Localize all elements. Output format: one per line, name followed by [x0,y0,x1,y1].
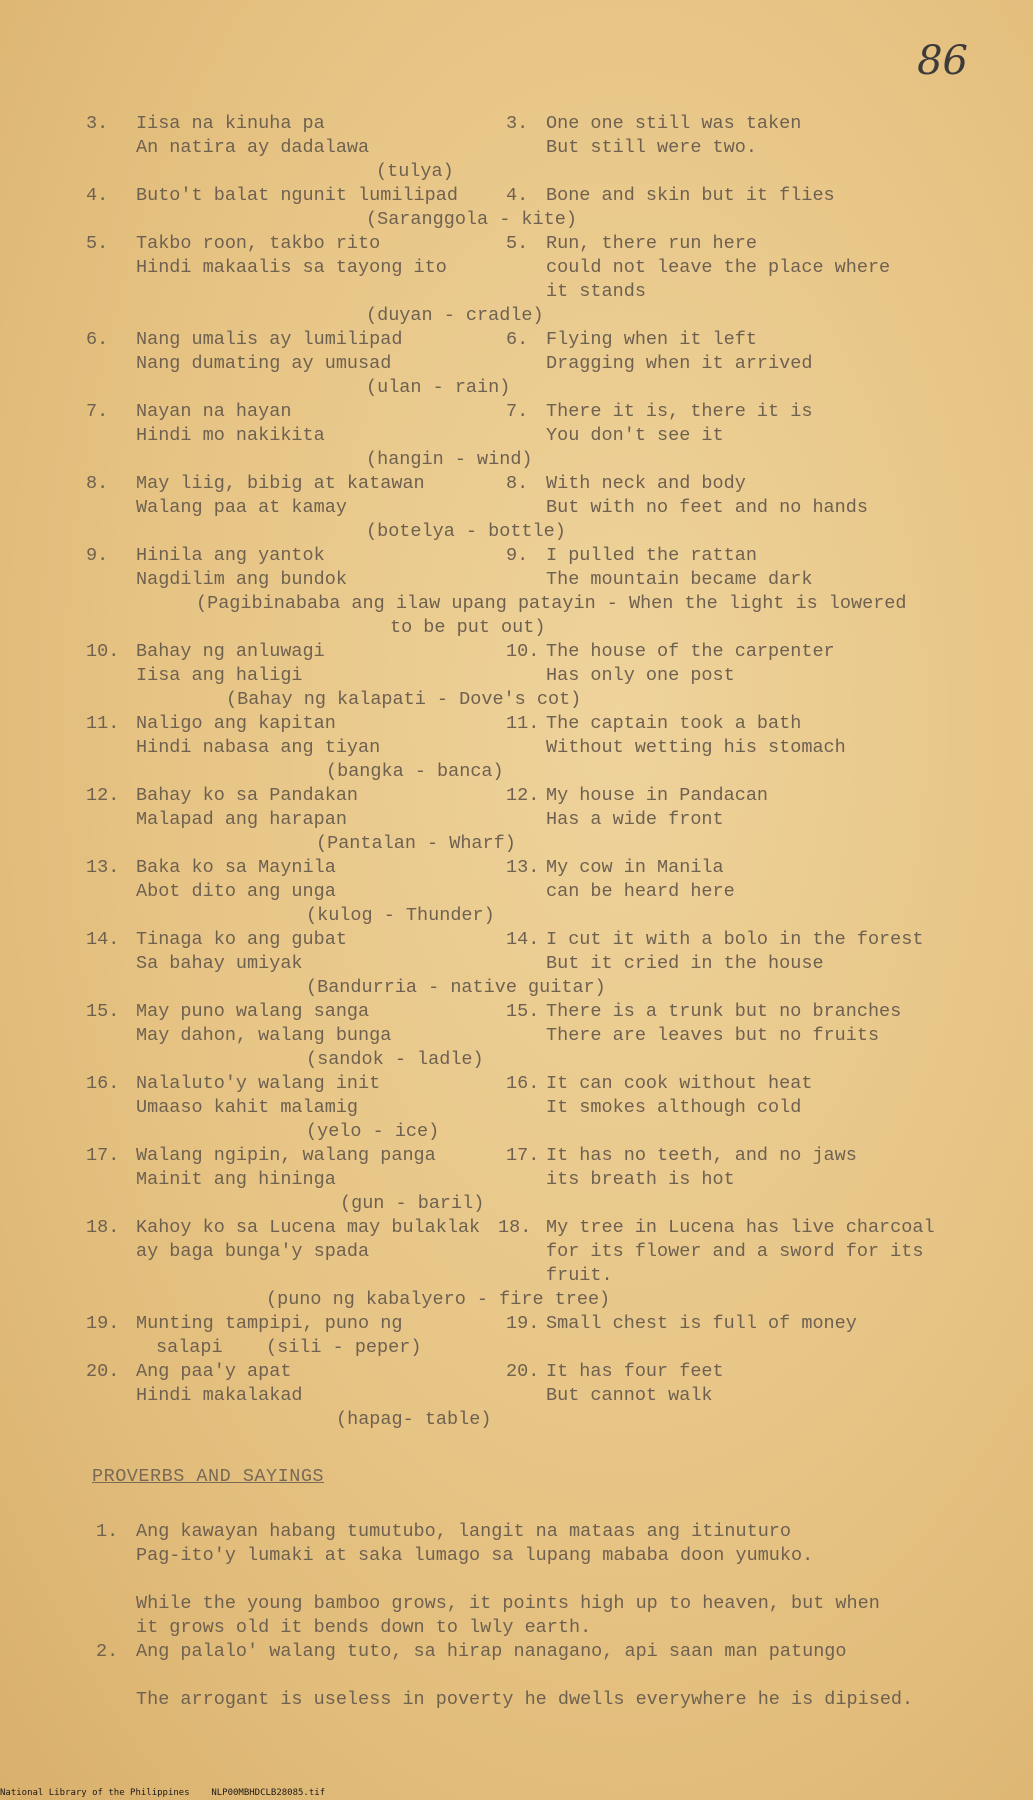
riddle-english: But with no feet and no hands [546,497,868,518]
riddle-15-line-1 [0,1000,1033,1024]
riddle-english: could not leave the place where [546,257,891,278]
riddle-english: There are leaves but no fruits [546,1025,880,1046]
riddle-tagalog: Hindi makalakad [136,1385,303,1406]
riddle-english: There is a trunk but no branches [546,1001,902,1022]
riddle-12-answer [0,832,1033,856]
riddle-number-en: 3. [506,113,529,134]
riddle-answer: (bangka - banca) [326,761,504,782]
riddle-tagalog: Iisa na kinuha pa [136,113,325,134]
riddle-number: 3. [86,113,109,134]
riddle-answer: (tulya) [376,161,454,182]
riddle-tagalog: Baka ko sa Maynila [136,857,336,878]
riddle-8-line-1 [0,472,1033,496]
riddle-4-line-1 [0,184,1033,208]
riddle-number: 12. [86,785,120,806]
riddle-number: 11. [86,713,120,734]
riddle-english: There it is, there it is [546,401,813,422]
riddle-number-en: 4. [506,185,529,206]
proverb-number: 1. [96,1521,119,1542]
riddle-number: 6. [86,329,109,350]
proverb-1-tagalog-2 [0,1544,1033,1568]
riddle-tagalog: Abot dito ang unga [136,881,336,902]
riddle-answer: (hangin - wind) [366,449,533,470]
riddle-english: You don't see it [546,425,724,446]
riddle-9-answer-cont [0,616,1033,640]
riddle-16-line-1 [0,1072,1033,1096]
riddle-english: its breath is hot [546,1169,735,1190]
riddle-8-answer [0,520,1033,544]
riddle-tagalog: Nayan na hayan [136,401,292,422]
riddle-answer: (duyan - cradle) [366,305,544,326]
riddle-answer: (Bahay ng kalapati - Dove's cot) [226,689,582,710]
riddle-tagalog: Bahay ng anluwagi [136,641,325,662]
proverb-tagalog: Pag-ito'y lumaki at saka lumago sa lupang mababa doon yumuko. [136,1545,814,1566]
riddle-tagalog: Malapad ang harapan [136,809,347,830]
riddle-20-line-2 [0,1384,1033,1408]
riddle-english: fruit. [546,1265,613,1286]
riddle-3-line-2 [0,136,1033,160]
riddle-number: 14. [86,929,120,950]
riddle-18-line-3 [0,1264,1033,1288]
riddle-answer: (Bandurria - native guitar) [306,977,606,998]
riddle-tagalog: May dahon, walang bunga [136,1025,392,1046]
riddle-9-line-1 [0,544,1033,568]
riddle-english: The house of the carpenter [546,641,835,662]
proverb-tagalog: Ang kawayan habang tumutubo, langit na mataas ang itinuturo [136,1521,792,1542]
riddle-tagalog: Umaaso kahit malamig [136,1097,359,1118]
riddle-english: My tree in Lucena has live charcoal [546,1217,935,1238]
riddle-number-en: 11. [506,713,540,734]
riddle-14-answer [0,976,1033,1000]
riddle-answer: (sandok - ladle) [306,1049,484,1070]
riddle-english: The mountain became dark [546,569,813,590]
riddle-number: 4. [86,185,109,206]
riddle-7-answer [0,448,1033,472]
riddle-number: 7. [86,401,109,422]
riddle-11-line-1 [0,712,1033,736]
riddle-5-line-3 [0,280,1033,304]
riddle-english: One one still was taken [546,113,802,134]
riddle-9-answer [0,592,1033,616]
riddle-number: 19. [86,1313,120,1334]
riddle-16-line-2 [0,1096,1033,1120]
riddle-number: 17. [86,1145,120,1166]
riddle-17-line-2 [0,1168,1033,1192]
riddle-19-line-2 [0,1336,1033,1360]
riddle-english: I cut it with a bolo in the forest [546,929,924,950]
riddle-tagalog: An natira ay dadalawa [136,137,370,158]
riddle-10-line-1 [0,640,1033,664]
riddle-number: 8. [86,473,109,494]
riddle-number-en: 20. [506,1361,540,1382]
riddle-english: Has a wide front [546,809,724,830]
riddle-tagalog: Bahay ko sa Pandakan [136,785,359,806]
riddle-20-answer [0,1408,1033,1432]
riddle-tagalog: Nalaluto'y walang init [136,1073,381,1094]
scan-footer: National Library of the Philippines NLP00MBHDCLB28085.tif [0,1788,326,1798]
riddle-english: But it cried in the house [546,953,824,974]
riddle-20-line-1 [0,1360,1033,1384]
riddle-4-answer [0,208,1033,232]
riddle-number-en: 9. [506,545,529,566]
proverb-1-tagalog-1 [0,1520,1033,1544]
riddle-answer: (gun - baril) [340,1193,485,1214]
riddle-english: It has four feet [546,1361,724,1382]
riddle-english: It can cook without heat [546,1073,813,1094]
riddle-answer: (puno ng kabalyero - fire tree) [266,1289,611,1310]
riddle-answer: (kulog - Thunder) [306,905,495,926]
riddle-15-answer [0,1048,1033,1072]
riddle-answer: (Saranggola - kite) [366,209,577,230]
riddle-number: 15. [86,1001,120,1022]
riddle-tagalog: Nang umalis ay lumilipad [136,329,403,350]
riddle-english: can be heard here [546,881,735,902]
riddle-number-en: 7. [506,401,529,422]
riddle-number-en: 12. [506,785,540,806]
riddle-english: Without wetting his stomach [546,737,846,758]
riddle-5-answer [0,304,1033,328]
riddle-5-line-2 [0,256,1033,280]
riddle-tagalog: Takbo roon, takbo rito [136,233,381,254]
proverb-english: While the young bamboo grows, it points high up to heaven, but when [136,1593,880,1614]
page-number: 86 [917,38,968,84]
riddle-tagalog: Nagdilim ang bundok [136,569,347,590]
riddle-5-line-1 [0,232,1033,256]
riddle-7-line-2 [0,424,1033,448]
riddle-18-line-2 [0,1240,1033,1264]
riddles-list [0,112,1033,1432]
riddle-english: Run, there run here [546,233,757,254]
riddle-number: 20. [86,1361,120,1382]
riddle-number-en: 18. [498,1217,532,1238]
riddle-tagalog: May liig, bibig at katawan [136,473,425,494]
riddle-english: It smokes although cold [546,1097,802,1118]
riddle-english: My house in Pandacan [546,785,769,806]
riddle-3-line-1 [0,112,1033,136]
riddle-10-line-2 [0,664,1033,688]
riddle-tagalog: ay baga bunga'y spada [136,1241,370,1262]
riddle-6-line-2 [0,352,1033,376]
proverb-1-english-2 [0,1616,1033,1640]
riddle-18-line-1 [0,1216,1033,1240]
riddle-11-line-2 [0,736,1033,760]
riddle-3-answer [0,160,1033,184]
riddle-english: With neck and body [546,473,746,494]
riddle-english: for its flower and a sword for its [546,1241,924,1262]
riddle-17-answer [0,1192,1033,1216]
riddle-english: It has no teeth, and no jaws [546,1145,857,1166]
riddle-13-answer [0,904,1033,928]
riddle-tagalog: Nang dumating ay umusad [136,353,392,374]
riddle-english: Flying when it left [546,329,757,350]
riddle-number-en: 15. [506,1001,540,1022]
riddle-number-en: 10. [506,641,540,662]
riddle-english: Dragging when it arrived [546,353,813,374]
riddle-answer: (botelya - bottle) [366,521,566,542]
riddle-number: 18. [86,1217,120,1238]
riddle-16-answer [0,1120,1033,1144]
riddle-answer-continued: to be put out) [390,617,546,638]
riddle-number: 16. [86,1073,120,1094]
riddle-number-en: 13. [506,857,540,878]
riddle-number-en: 14. [506,929,540,950]
proverb-tagalog: Ang palalo' walang tuto, sa hirap nanagano, api saan man patungo [136,1641,847,1662]
riddle-number: 5. [86,233,109,254]
proverb-english: The arrogant is useless in poverty he dwells everywhere he is dipised. [136,1689,914,1710]
riddle-english: Has only one post [546,665,735,686]
proverbs-list [0,1520,1033,1712]
riddle-6-answer [0,376,1033,400]
riddle-13-line-2 [0,880,1033,904]
proverb-1-english-1 [0,1592,1033,1616]
riddle-tagalog: Kahoy ko sa Lucena may bulaklak [136,1217,481,1238]
riddle-tagalog: Walang ngipin, walang panga [136,1145,436,1166]
proverb-2-tagalog-1 [0,1640,1033,1664]
riddle-tagalog: Hindi mo nakikita [136,425,325,446]
riddle-6-line-1 [0,328,1033,352]
riddle-answer: (yelo - ice) [306,1121,440,1142]
riddle-17-line-1 [0,1144,1033,1168]
riddle-tagalog: Tinaga ko ang gubat [136,929,347,950]
riddle-number-en: 8. [506,473,529,494]
proverbs-heading: PROVERBS AND SAYINGS [92,1466,325,1487]
riddle-english: But still were two. [546,137,757,158]
riddle-english: Small chest is full of money [546,1313,857,1334]
riddle-tagalog: Walang paa at kamay [136,497,347,518]
riddle-number-en: 6. [506,329,529,350]
riddle-number: 13. [86,857,120,878]
riddle-tagalog: Naligo ang kapitan [136,713,336,734]
proverb-number: 2. [96,1641,119,1662]
proverb-english: it grows old it bends down to lwly earth. [136,1617,592,1638]
riddle-11-answer [0,760,1033,784]
riddle-tagalog: Hindi makaalis sa tayong ito [136,257,447,278]
riddle-english: Bone and skin but it flies [546,185,835,206]
riddle-number-en: 16. [506,1073,540,1094]
riddle-tagalog: Ang paa'y apat [136,1361,292,1382]
riddle-english: The captain took a bath [546,713,802,734]
riddle-tagalog: Hinila ang yantok [136,545,325,566]
riddle-tagalog: Mainit ang hininga [136,1169,336,1190]
riddle-13-line-1 [0,856,1033,880]
spacer [0,1568,1033,1592]
riddle-14-line-2 [0,952,1033,976]
riddle-answer: (sili - peper) [266,1337,422,1358]
riddle-number-en: 5. [506,233,529,254]
riddle-12-line-2 [0,808,1033,832]
riddle-14-line-1 [0,928,1033,952]
riddle-tagalog: Iisa ang haligi [136,665,303,686]
riddle-english: But cannot walk [546,1385,713,1406]
riddle-answer: (hapag- table) [336,1409,492,1430]
riddle-answer: (ulan - rain) [366,377,511,398]
riddle-english: it stands [546,281,646,302]
riddle-12-line-1 [0,784,1033,808]
proverb-2-english-1 [0,1688,1033,1712]
riddle-english: I pulled the rattan [546,545,757,566]
riddle-tagalog: salapi [156,1337,223,1358]
riddle-19-line-1 [0,1312,1033,1336]
riddle-tagalog: Sa bahay umiyak [136,953,303,974]
spacer [0,1664,1033,1688]
riddle-15-line-2 [0,1024,1033,1048]
riddle-answer: (Pantalan - Wharf) [316,833,516,854]
riddle-7-line-1 [0,400,1033,424]
riddle-tagalog: Munting tampipi, puno ng [136,1313,403,1334]
riddle-tagalog: Hindi nabasa ang tiyan [136,737,381,758]
riddle-number: 9. [86,545,109,566]
riddle-18-answer [0,1288,1033,1312]
riddle-8-line-2 [0,496,1033,520]
riddle-number: 10. [86,641,120,662]
riddle-10-answer [0,688,1033,712]
riddle-answer: (Pagibinababa ang ilaw upang patayin - When the light is lowered [196,593,907,614]
riddle-9-line-2 [0,568,1033,592]
riddle-tagalog: May puno walang sanga [136,1001,370,1022]
riddle-tagalog: Buto't balat ngunit lumilipad [136,185,458,206]
riddle-number-en: 19. [506,1313,540,1334]
riddle-number-en: 17. [506,1145,540,1166]
riddle-english: My cow in Manila [546,857,724,878]
